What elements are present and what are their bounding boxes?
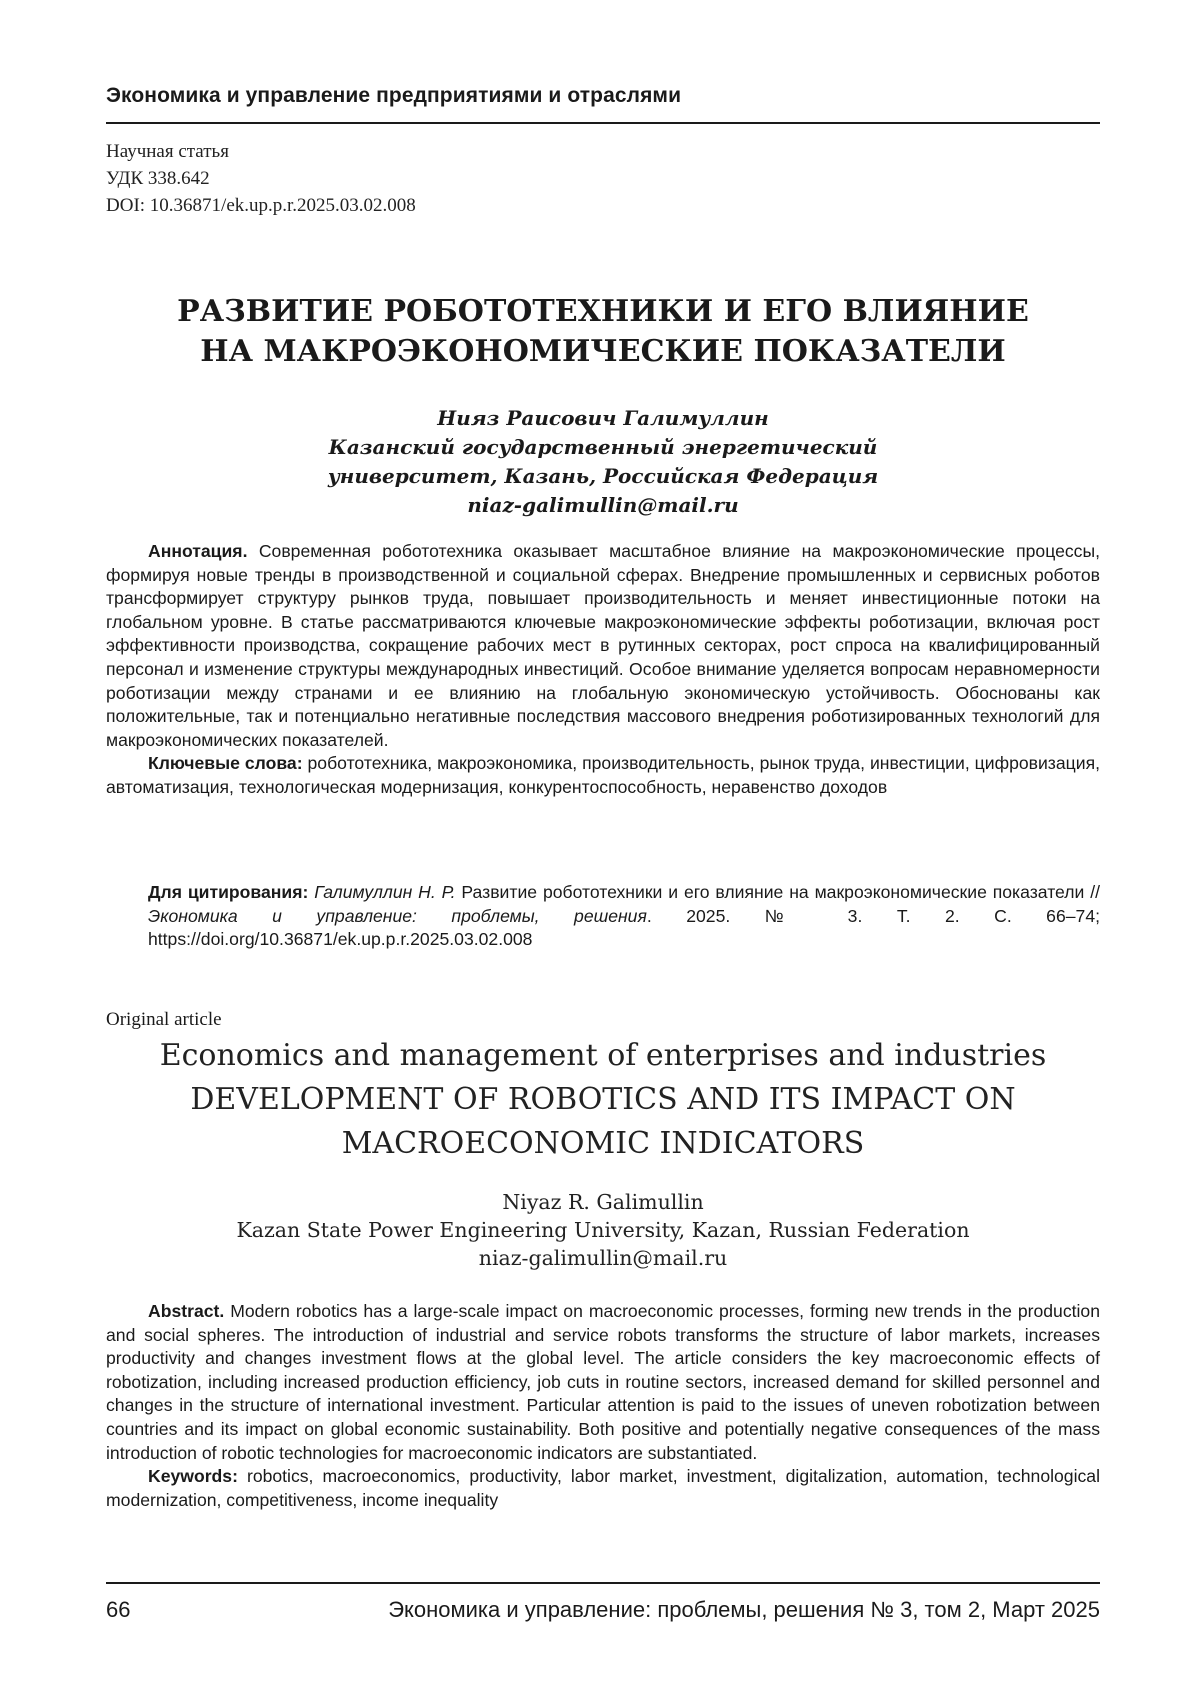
title-en <box>106 1078 1100 1166</box>
journal-page <box>0 0 1200 1698</box>
doi[interactable]: DOI: 10.36871/ek.up.p.r.2025.03.02.008 <box>106 192 416 219</box>
article-meta <box>106 138 416 219</box>
citation-journal: Экономика и управление: проблемы, решения <box>148 906 647 926</box>
keywords-ru-label: Ключевые слова: <box>148 753 303 773</box>
page-number: 66 <box>106 1597 130 1623</box>
abstract-en <box>106 1300 1100 1512</box>
header-rule <box>106 122 1100 124</box>
author-email-en[interactable]: niaz-galimullin@mail.ru <box>106 1244 1100 1272</box>
citation-label: Для цитирования: <box>148 882 308 902</box>
abstract-ru-text: Современная робототехника оказывает масштабное влияние на макроэкономические процессы, формируя новые тренды в производственной и социальной сферах. Внедрение промышленных и сервисных роботов трансформирует структуру рынков труда, повышает производительность и меняет инвестиционные потоки на глобальном уровне. В статье рассматриваются ключевые макроэкономические эффекты роботизации, включая рост эффективности производства, сокращение рабочих мест в рутинных секторах, рост спроса на квалифицированный персонал и изменение структуры международных инвестиций. Особое внимание уделяется вопросам неравномерности роботизации между странами и ее влиянию на глобальную экономическую устойчивость. Обоснованы как положительные, так и потенциально негативные последствия массового внедрения роботизированных технологий для макроэкономических показателей. <box>106 541 1100 750</box>
abstract-ru-label: Аннотация. <box>148 541 247 561</box>
affiliation-ru-line1: Казанский государственный энергетический <box>106 433 1100 462</box>
footer-journal: Экономика и управление: проблемы, решения № 3, том 2, Март 2025 <box>388 1597 1100 1623</box>
affiliation-en: Kazan State Power Engineering University, Kazan, Russian Federation <box>106 1216 1100 1244</box>
affiliation-ru-line2: университет, Казань, Российская Федерация <box>106 462 1100 491</box>
keywords-ru-text: робототехника, макроэкономика, производительность, рынок труда, инвестиции, цифровизация, автоматизация, технологическая модернизация, конкурентоспособность, неравенство доходов <box>106 753 1100 797</box>
author-block-ru <box>106 404 1100 520</box>
abstract-en-label: Abstract. <box>148 1301 224 1321</box>
abstract-en-paragraph <box>106 1300 1100 1465</box>
abstract-en-text: Modern robotics has a large-scale impact on macroeconomic processes, forming new trends in the production and social spheres. The introduction of industrial and service robots transforms the structure of labor markets, increases productivity and changes investment flows at the global level. The article considers the key macroeconomic effects of robotization, including increased production efficiency, job cuts in routine sectors, increased demand for skilled personnel and changes in the structure of international investment. Particular attention is paid to the issues of uneven robotization between countries and its impact on global economic sustainability. Both positive and potentially negative consequences of the mass introduction of robotic technologies for macroeconomic indicators are substantiated. <box>106 1301 1100 1463</box>
citation-author: Галимуллин Н. Р. <box>308 882 455 902</box>
citation-title: Развитие робототехники и его влияние на макроэкономические показатели // <box>456 882 1100 902</box>
citation-block <box>148 881 1100 952</box>
title-ru <box>106 292 1100 372</box>
author-name-ru: Нияз Раисович Галимуллин <box>106 404 1100 433</box>
abstract-ru-paragraph <box>106 540 1100 752</box>
keywords-ru-paragraph <box>106 752 1100 799</box>
title-en-line1: DEVELOPMENT OF ROBOTICS AND ITS IMPACT ON <box>106 1078 1100 1122</box>
footer-rule <box>106 1582 1100 1584</box>
keywords-en-text: robotics, macroeconomics, productivity, labor market, investment, digitalization, automation, technological modernization, competitiveness, income inequality <box>106 1466 1100 1510</box>
section-en: Economics and management of enterprises and industries <box>106 1036 1100 1076</box>
citation-details: . 2025. № 3. Т. 2. С. 66–74; https://doi.org/10.36871/ek.up.p.r.2025.03.02.008 <box>148 906 1100 950</box>
title-ru-line2: НА МАКРОЭКОНОМИЧЕСКИЕ ПОКАЗАТЕЛИ <box>106 332 1100 372</box>
keywords-en-paragraph <box>106 1465 1100 1512</box>
article-type-en: Original article <box>106 1009 222 1031</box>
keywords-en-label: Keywords: <box>148 1466 238 1486</box>
title-ru-line1: РАЗВИТИЕ РОБОТОТЕХНИКИ И ЕГО ВЛИЯНИЕ <box>106 292 1100 332</box>
author-block-en <box>106 1188 1100 1272</box>
abstract-ru <box>106 540 1100 800</box>
article-type-ru: Научная статья <box>106 138 416 165</box>
title-en-line2: MACROECONOMIC INDICATORS <box>106 1122 1100 1166</box>
udc-code: УДК 338.642 <box>106 165 416 192</box>
author-name-en: Niyaz R. Galimullin <box>106 1188 1100 1216</box>
running-title: Экономика и управление предприятиями и отраслями <box>106 84 681 108</box>
author-email-ru[interactable]: niaz-galimullin@mail.ru <box>106 491 1100 520</box>
